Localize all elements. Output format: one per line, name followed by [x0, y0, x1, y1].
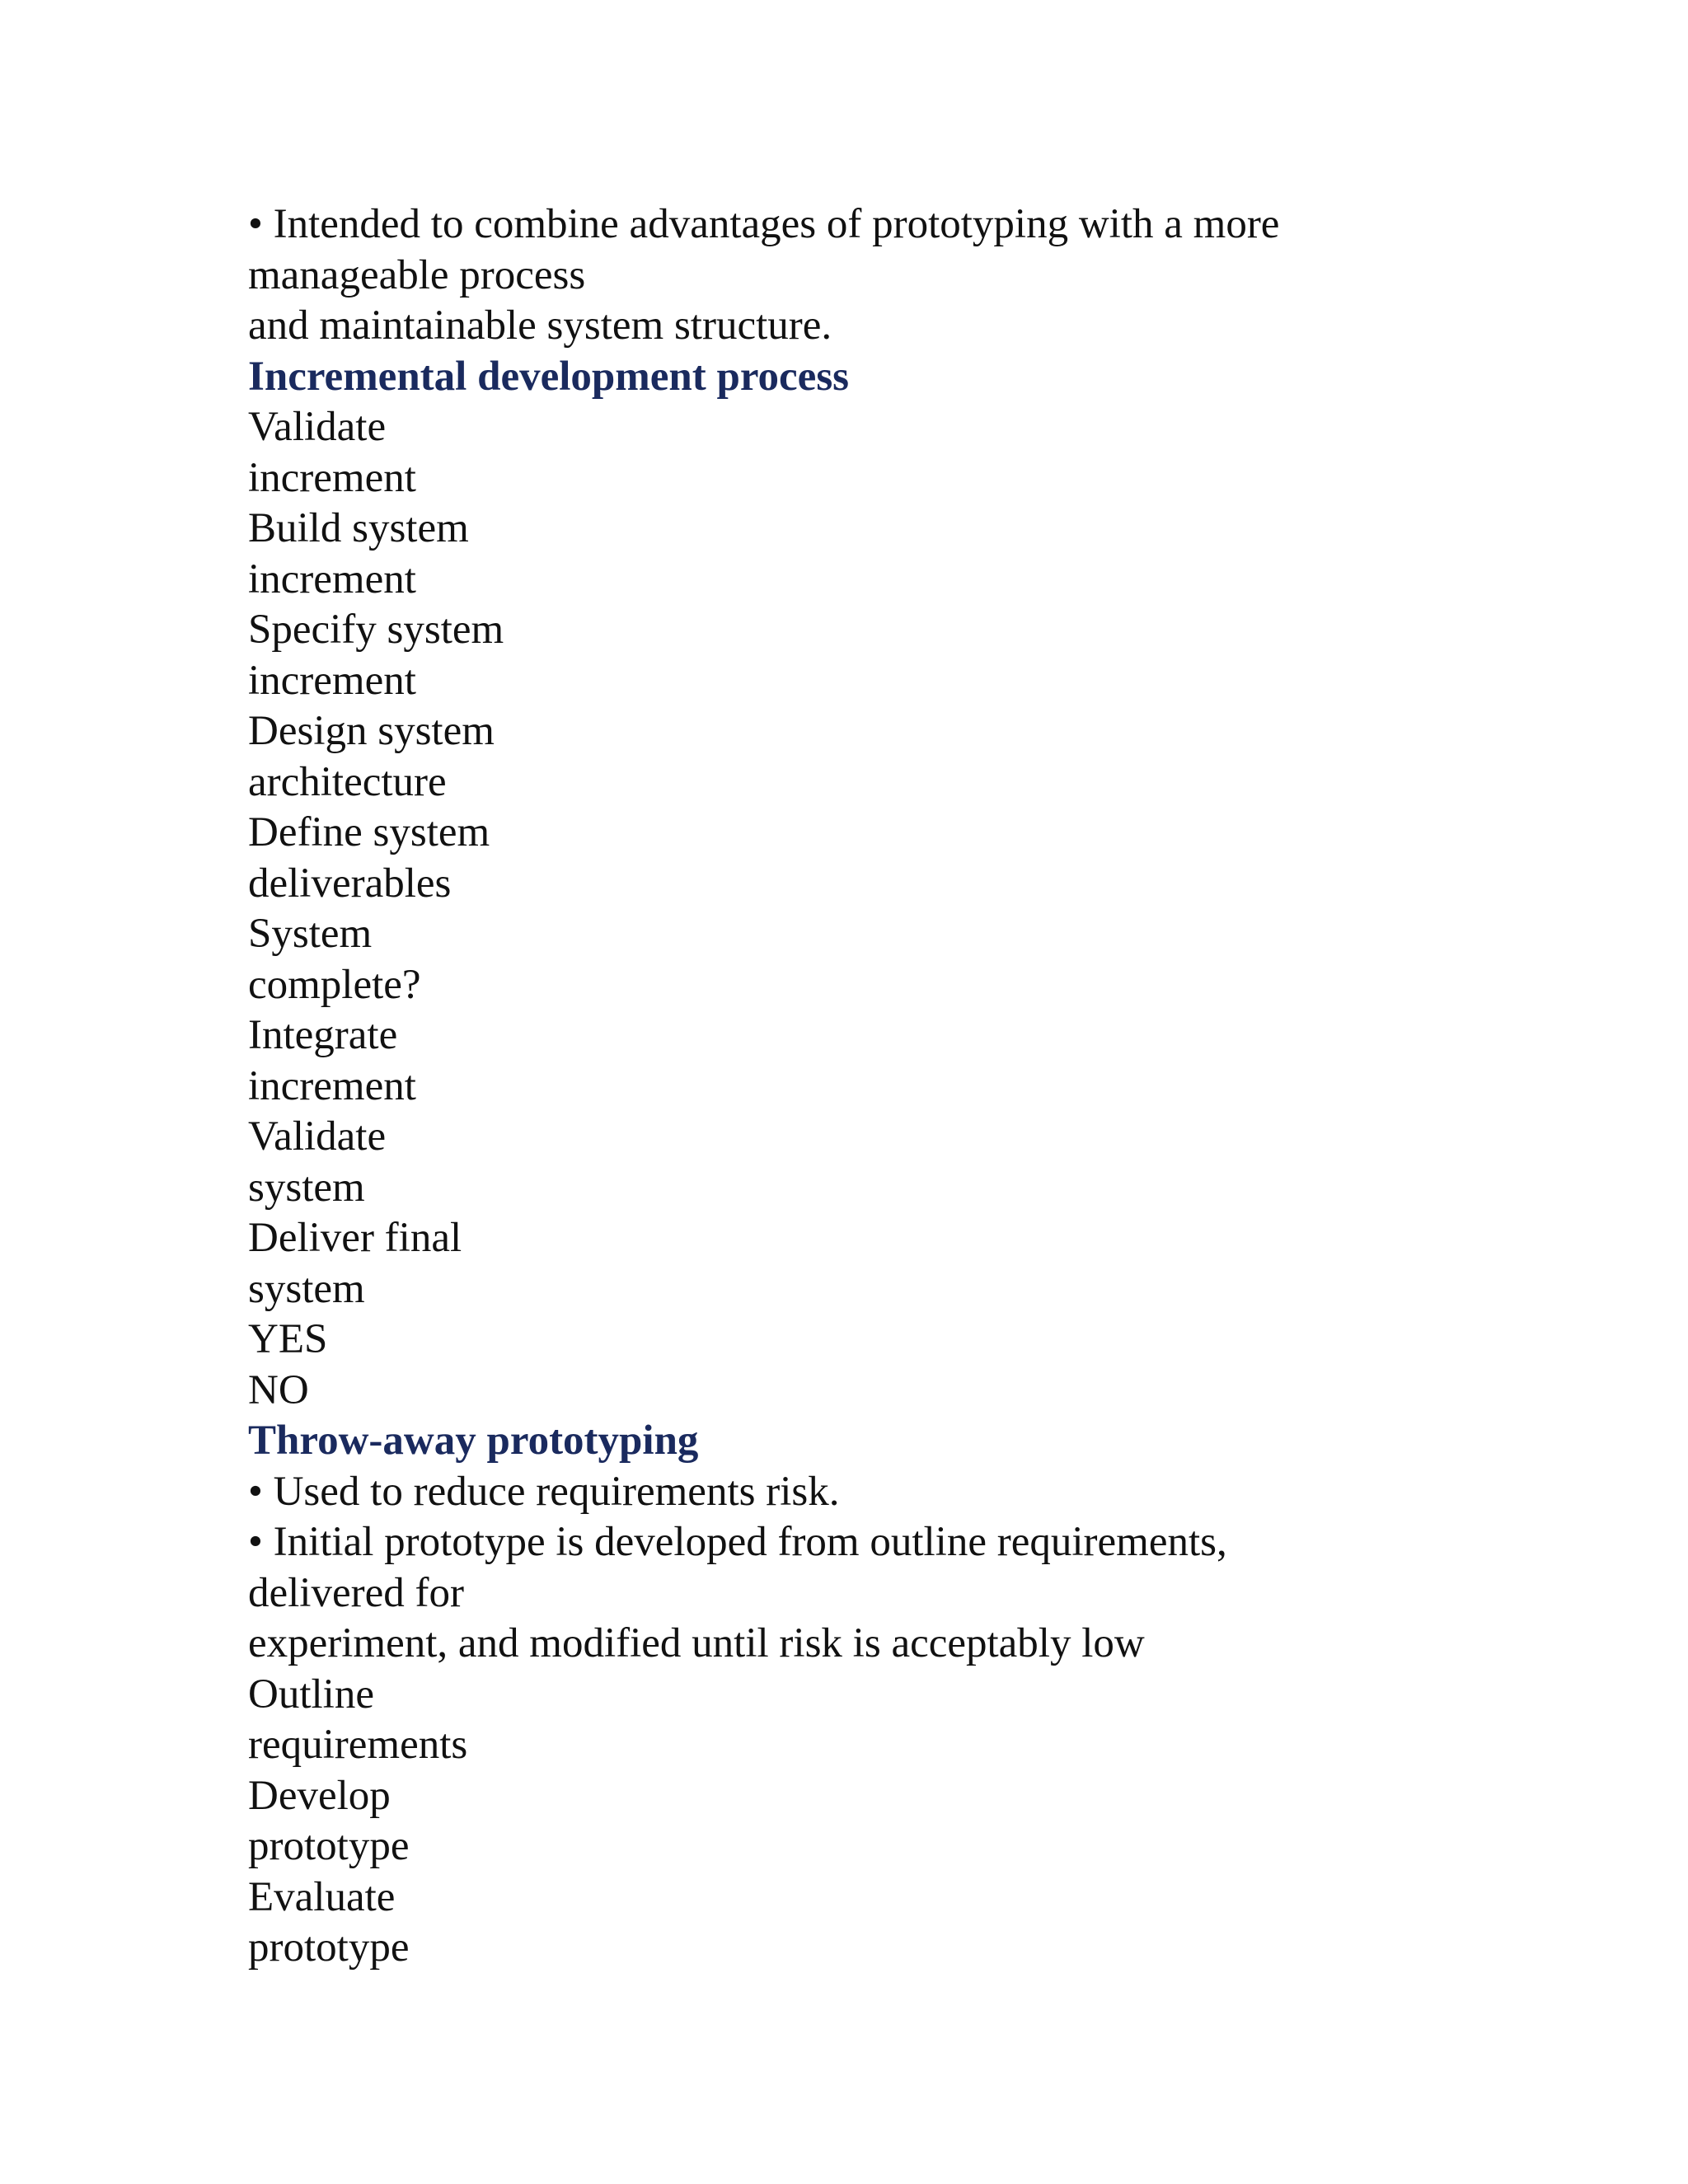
diagram-label: increment: [248, 555, 416, 602]
diagram-label: system: [248, 1164, 365, 1211]
bullet-line: • Intended to combine advantages of prototyping with a more: [248, 201, 1280, 247]
diagram-label: increment: [248, 454, 416, 501]
diagram-label: Validate: [248, 404, 387, 450]
diagram-label: Build system: [248, 505, 469, 551]
diagram-label: NO: [248, 1366, 309, 1413]
diagram-label: Deliver final: [248, 1215, 462, 1261]
diagram-label: Define system: [248, 809, 490, 855]
diagram-label: requirements: [248, 1722, 468, 1768]
diagram-label: Design system: [248, 708, 495, 754]
diagram-label: YES: [248, 1316, 328, 1362]
diagram-label: prototype: [248, 1823, 410, 1869]
section-heading-throwaway: Throw-away prototyping: [248, 1418, 699, 1464]
diagram-label: increment: [248, 657, 416, 704]
bullet-line: delivered for: [248, 1569, 464, 1616]
bullet-line: experiment, and modified until risk is acceptably low: [248, 1620, 1145, 1666]
diagram-label: prototype: [248, 1924, 410, 1971]
diagram-label: deliverables: [248, 860, 452, 907]
page-content: [248, 199, 1484, 1974]
diagram-label: Specify system: [248, 607, 504, 653]
diagram-label: increment: [248, 1062, 416, 1109]
bullet-line: and maintainable system structure.: [248, 302, 832, 349]
diagram-label: Develop: [248, 1772, 391, 1819]
diagram-label: Evaluate: [248, 1873, 396, 1920]
bullet-line: • Initial prototype is developed from outline requirements,: [248, 1519, 1227, 1565]
diagram-label: Validate: [248, 1113, 387, 1160]
section-heading-incremental: Incremental development process: [248, 353, 850, 400]
diagram-label: System: [248, 911, 373, 957]
diagram-label: system: [248, 1265, 365, 1312]
bullet-line: manageable process: [248, 251, 586, 298]
diagram-label: Outline: [248, 1671, 374, 1718]
diagram-label: architecture: [248, 758, 447, 805]
bullet-line: • Used to reduce requirements risk.: [248, 1468, 840, 1515]
diagram-label: Integrate: [248, 1012, 398, 1058]
diagram-label: complete?: [248, 961, 421, 1008]
